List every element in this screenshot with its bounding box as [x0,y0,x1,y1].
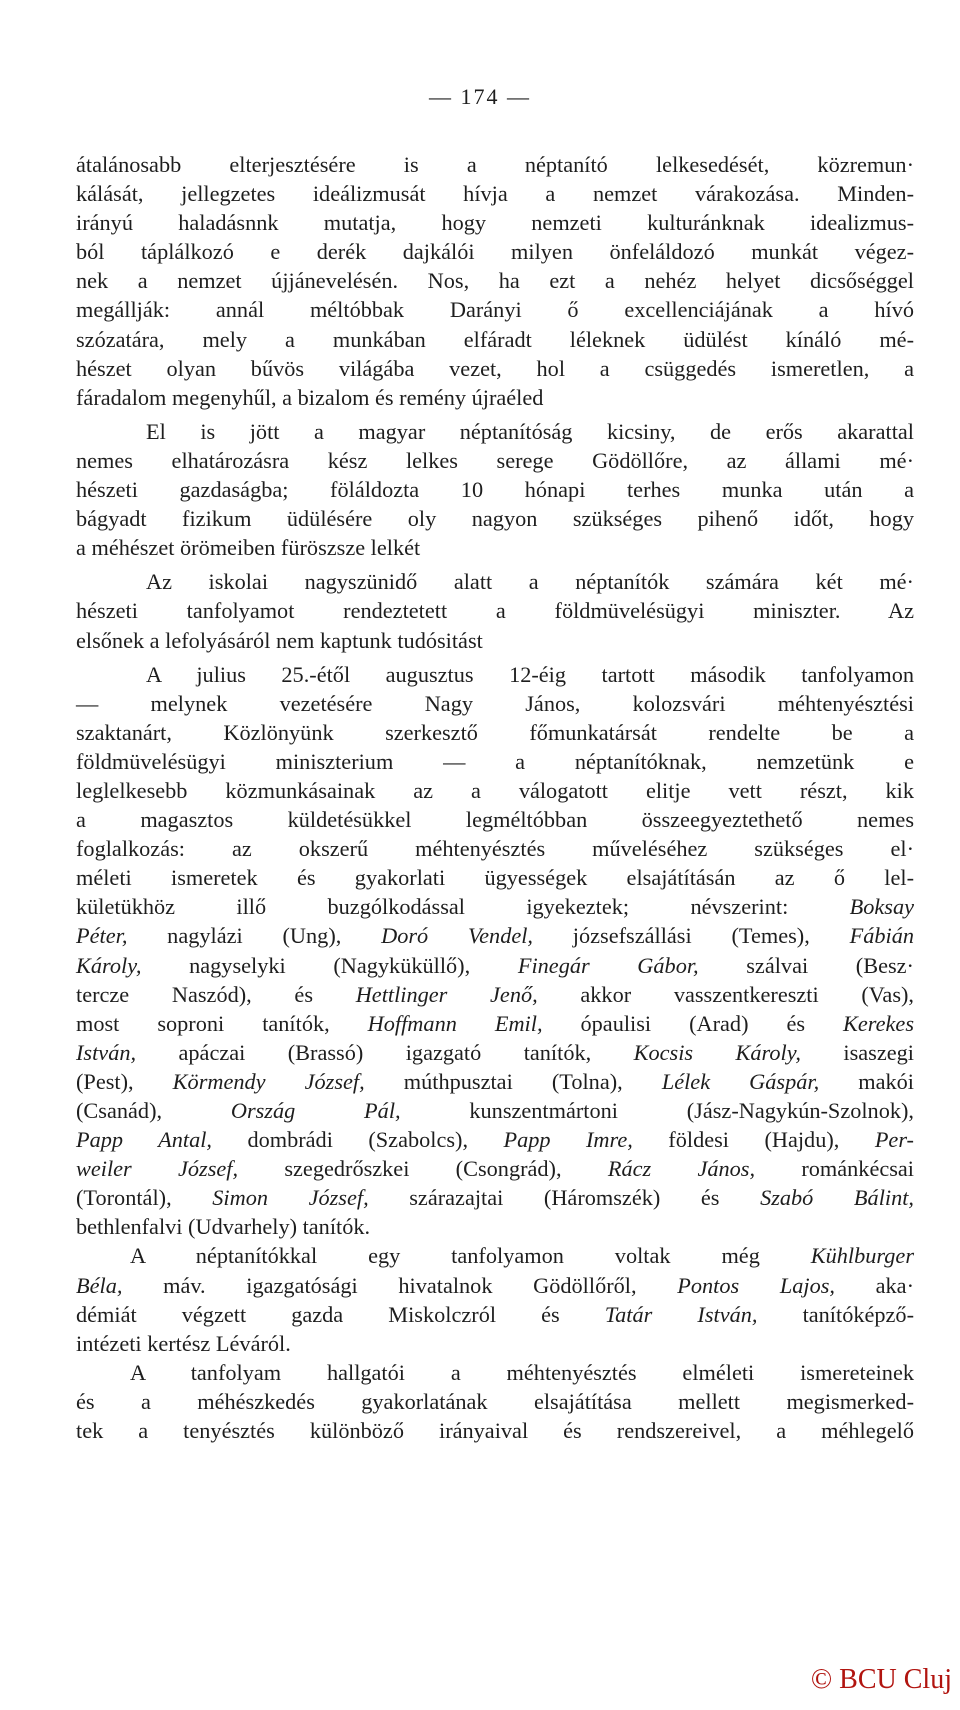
text-segment: most soproni tanítók, [76,1010,368,1036]
person-name: Kocsis Károly, [633,1039,801,1065]
text-line [76,805,914,834]
person-name: Péter, [76,923,128,949]
text-segment: A tanfolyam hallgatói a méhtenyésztés elméleti ismereteinek [130,1359,914,1385]
text-segment: hészeti tanfolyamot rendeztetett a földmüvelésügyi miniszter. Az [76,598,914,624]
person-name: Ország Pál, [230,1098,401,1123]
text-segment: (Pest), [76,1068,173,1094]
text-line [76,747,914,776]
text-segment: leglelkesebb közmunkásainak az a válogatott elitje vett részt, kik [76,777,914,803]
person-name: Kerekes [843,1010,914,1036]
text-line [76,892,914,921]
text-segment: románkécsai [755,1156,915,1182]
text-segment: átalánosabb elterjesztésére is a néptanító lelkesedését, közremun· [76,152,914,177]
text-line [76,1212,914,1241]
text-line [76,179,914,208]
text-segment: (Torontál), [76,1185,213,1211]
text-line [76,1154,914,1183]
text-line [76,980,914,1009]
person-name: weiler József, [76,1156,239,1182]
person-name: Lélek Gáspár, [661,1068,820,1094]
text-line [76,1416,914,1445]
text-segment: józsefszállási (Temes), [533,923,850,949]
text-segment: nek a nemzet újjánevelésén. Nos, ha ezt a nehéz helyet dicsőséggel [76,268,914,294]
text-segment: szaktanárt, Közlönyünk szerkesztő főmunkatársát rendelte be a [76,719,914,745]
person-name: Simon József, [212,1185,369,1211]
text-segment: ból táplálkozó e derék dajkálói milyen önfeláldozó munkát végez- [76,239,914,265]
text-line [76,475,914,504]
person-name: Károly, [76,952,142,978]
text-segment: máv. igazgatósági hivatalnok Gödöllőről, [122,1272,678,1298]
text-segment: szálvai (Besz· [698,952,914,978]
text-line [76,295,914,324]
text-segment: szárazajtai (Háromszék) és [368,1185,761,1211]
person-name: Hettlinger Jenő, [355,981,538,1007]
watermark: © BCU Cluj [810,1664,952,1695]
text-line [76,1271,914,1300]
text-segment: hészeti gazdaságba; föláldozta 10 hónapi terhes munka után a [76,477,914,503]
text-line [76,325,914,354]
text-line [76,1387,914,1416]
text-segment: kálását, jellegzetes ideálizmusát hívja a nemzet várakozása. Minden- [76,181,914,207]
text-segment: akkor vasszentkereszti (Vas), [537,981,915,1007]
text-segment: kunszentmártoni (Jász-Nagykún-Szolnok), [400,1098,914,1123]
text-segment: nagyselyki (Nagyküküllő), [141,952,518,978]
text-line [76,354,914,383]
text-segment: intézeti kertész Léváról. [76,1330,291,1356]
text-segment: A néptanítókkal egy tanfolyamon voltak még [130,1243,811,1269]
text-line [76,1300,914,1329]
text-line [76,446,914,475]
text-line [76,150,914,179]
text-segment: és a méhészkedés gyakorlatának elsajátítása mellett megismerked- [76,1388,914,1414]
text-line [76,1329,914,1358]
text-line [76,660,914,689]
person-name: Tatár István, [604,1301,758,1327]
person-name: Szabó Bálint, [760,1185,915,1211]
text-line [76,1009,914,1038]
person-name: Körmendy József, [172,1068,365,1094]
text-line [76,863,914,892]
person-name: István, [76,1039,137,1065]
text-segment: A julius 25.-étől augusztus 12-éig tartott második tanfolyamon [146,661,914,687]
text-segment: — melynek vezetésére Nagy János, kolozsvári méhtenyésztési [76,690,914,716]
text-line [76,776,914,805]
text-line [76,596,914,625]
person-name: Fábián [849,923,914,949]
text-segment: méleti ismeretek és gyakorlati ügyességek elsajátításán az ő lel- [76,865,914,891]
page-number: — 174 — [429,84,531,109]
text-segment: El is jött a magyar néptanítóság kicsiny, de erős akarattal [146,418,914,444]
text-segment: múthpusztai (Tolna), [364,1068,662,1094]
text-segment: Az iskolai nagyszünidő alatt a néptanítók számára két mé· [146,569,914,595]
person-name: Boksay [849,894,914,920]
person-name: Béla, [76,1272,123,1298]
text-segment: tanítóképző- [757,1301,915,1327]
text-line [76,834,914,863]
text-line [76,921,914,950]
text-segment: dombrádi (Szabolcs), [212,1127,504,1153]
text-segment: szózatára, mely a munkában elfáradt léleknek üdülést kínáló mé- [76,326,914,352]
text-segment: nemes elhatározásra kész lelkes serege Gödöllőre, az állami mé· [76,447,914,473]
text-line [76,1067,914,1096]
text-line [76,1038,914,1067]
text-line [76,533,914,562]
text-line [76,237,914,266]
text-segment: kületükhöz illő buzgólkodással igyekeztek; névszerint: [76,894,850,920]
text-segment: makói [819,1068,914,1094]
text-line [76,208,914,237]
text-segment: földmüvelésügyi miniszterium — a néptanítóknak, nemzetünk e [76,748,914,774]
person-name: Kühlburger [810,1243,914,1269]
text-segment: földesi (Hajdu), [632,1127,875,1153]
text-line [76,689,914,718]
person-name: Papp Imre, [503,1127,633,1153]
text-segment: démiát végzett gazda Miskolczról és [76,1301,605,1327]
text-segment: nagylázi (Ung), [127,923,382,949]
person-name: Finegár Gábor, [517,952,699,978]
person-name: Pontos Lajos, [677,1272,835,1298]
text-line [76,266,914,295]
text-body [76,150,914,1445]
text-line [76,951,914,980]
text-segment: tek a tenyésztés különböző irányaival és rendszereivel, a méhlegelő [76,1418,914,1444]
text-segment: a méhészet örömeiben füröszsze lelkét [76,535,421,561]
text-line [76,417,914,446]
text-segment: a magasztos küldetésükkel legméltóbban összeegyeztethető nemes [76,807,914,833]
text-segment: apáczai (Brassó) igazgató tanítók, [136,1039,634,1065]
person-name: Papp Antal, [76,1127,212,1153]
text-line [76,504,914,533]
text-segment: (Csanád), [76,1098,231,1123]
text-segment: fáradalom megenyhűl, a bizalom és remény újraéled [76,384,544,410]
person-name: Rácz János, [607,1156,756,1182]
text-segment: megállják: annál méltóbbak Darányi ő excellenciájának a hívó [76,297,914,323]
text-segment: bágyadt fizikum üdülésére oly nagyon szükséges pihenő időt, hogy [76,506,914,532]
text-line [76,1358,914,1387]
text-segment: ópaulisi (Arad) és [542,1010,844,1036]
text-line [76,1125,914,1154]
text-segment: elsőnek a lefolyásáról nem kaptunk tudósitást [76,627,483,653]
text-line [76,718,914,747]
person-name: Per- [874,1127,914,1153]
person-name: Doró Vendel, [381,923,534,949]
text-segment: isaszegi [800,1039,914,1065]
text-segment: aka· [834,1272,915,1298]
text-segment: irányú haladásnnk mutatja, hogy nemzeti kulturánknak idealizmus- [76,210,914,236]
text-segment: tercze Naszód), és [76,981,356,1007]
text-line [76,383,914,412]
text-segment: hészet olyan bűvös világába vezet, hol a csüggedés ismeretlen, a [76,355,914,381]
person-name: Hoffmann Emil, [367,1010,543,1036]
text-segment: foglalkozás: az okszerű méhtenyésztés műveléséhez szükséges el· [76,836,914,862]
text-segment: bethlenfalvi (Udvarhely) tanítók. [76,1214,371,1240]
text-line [76,1241,914,1270]
text-segment: szegedrőszkei (Csongrád), [238,1156,608,1182]
text-line [76,626,914,655]
text-line [76,1183,914,1212]
text-line [76,567,914,596]
text-line [76,1096,914,1125]
